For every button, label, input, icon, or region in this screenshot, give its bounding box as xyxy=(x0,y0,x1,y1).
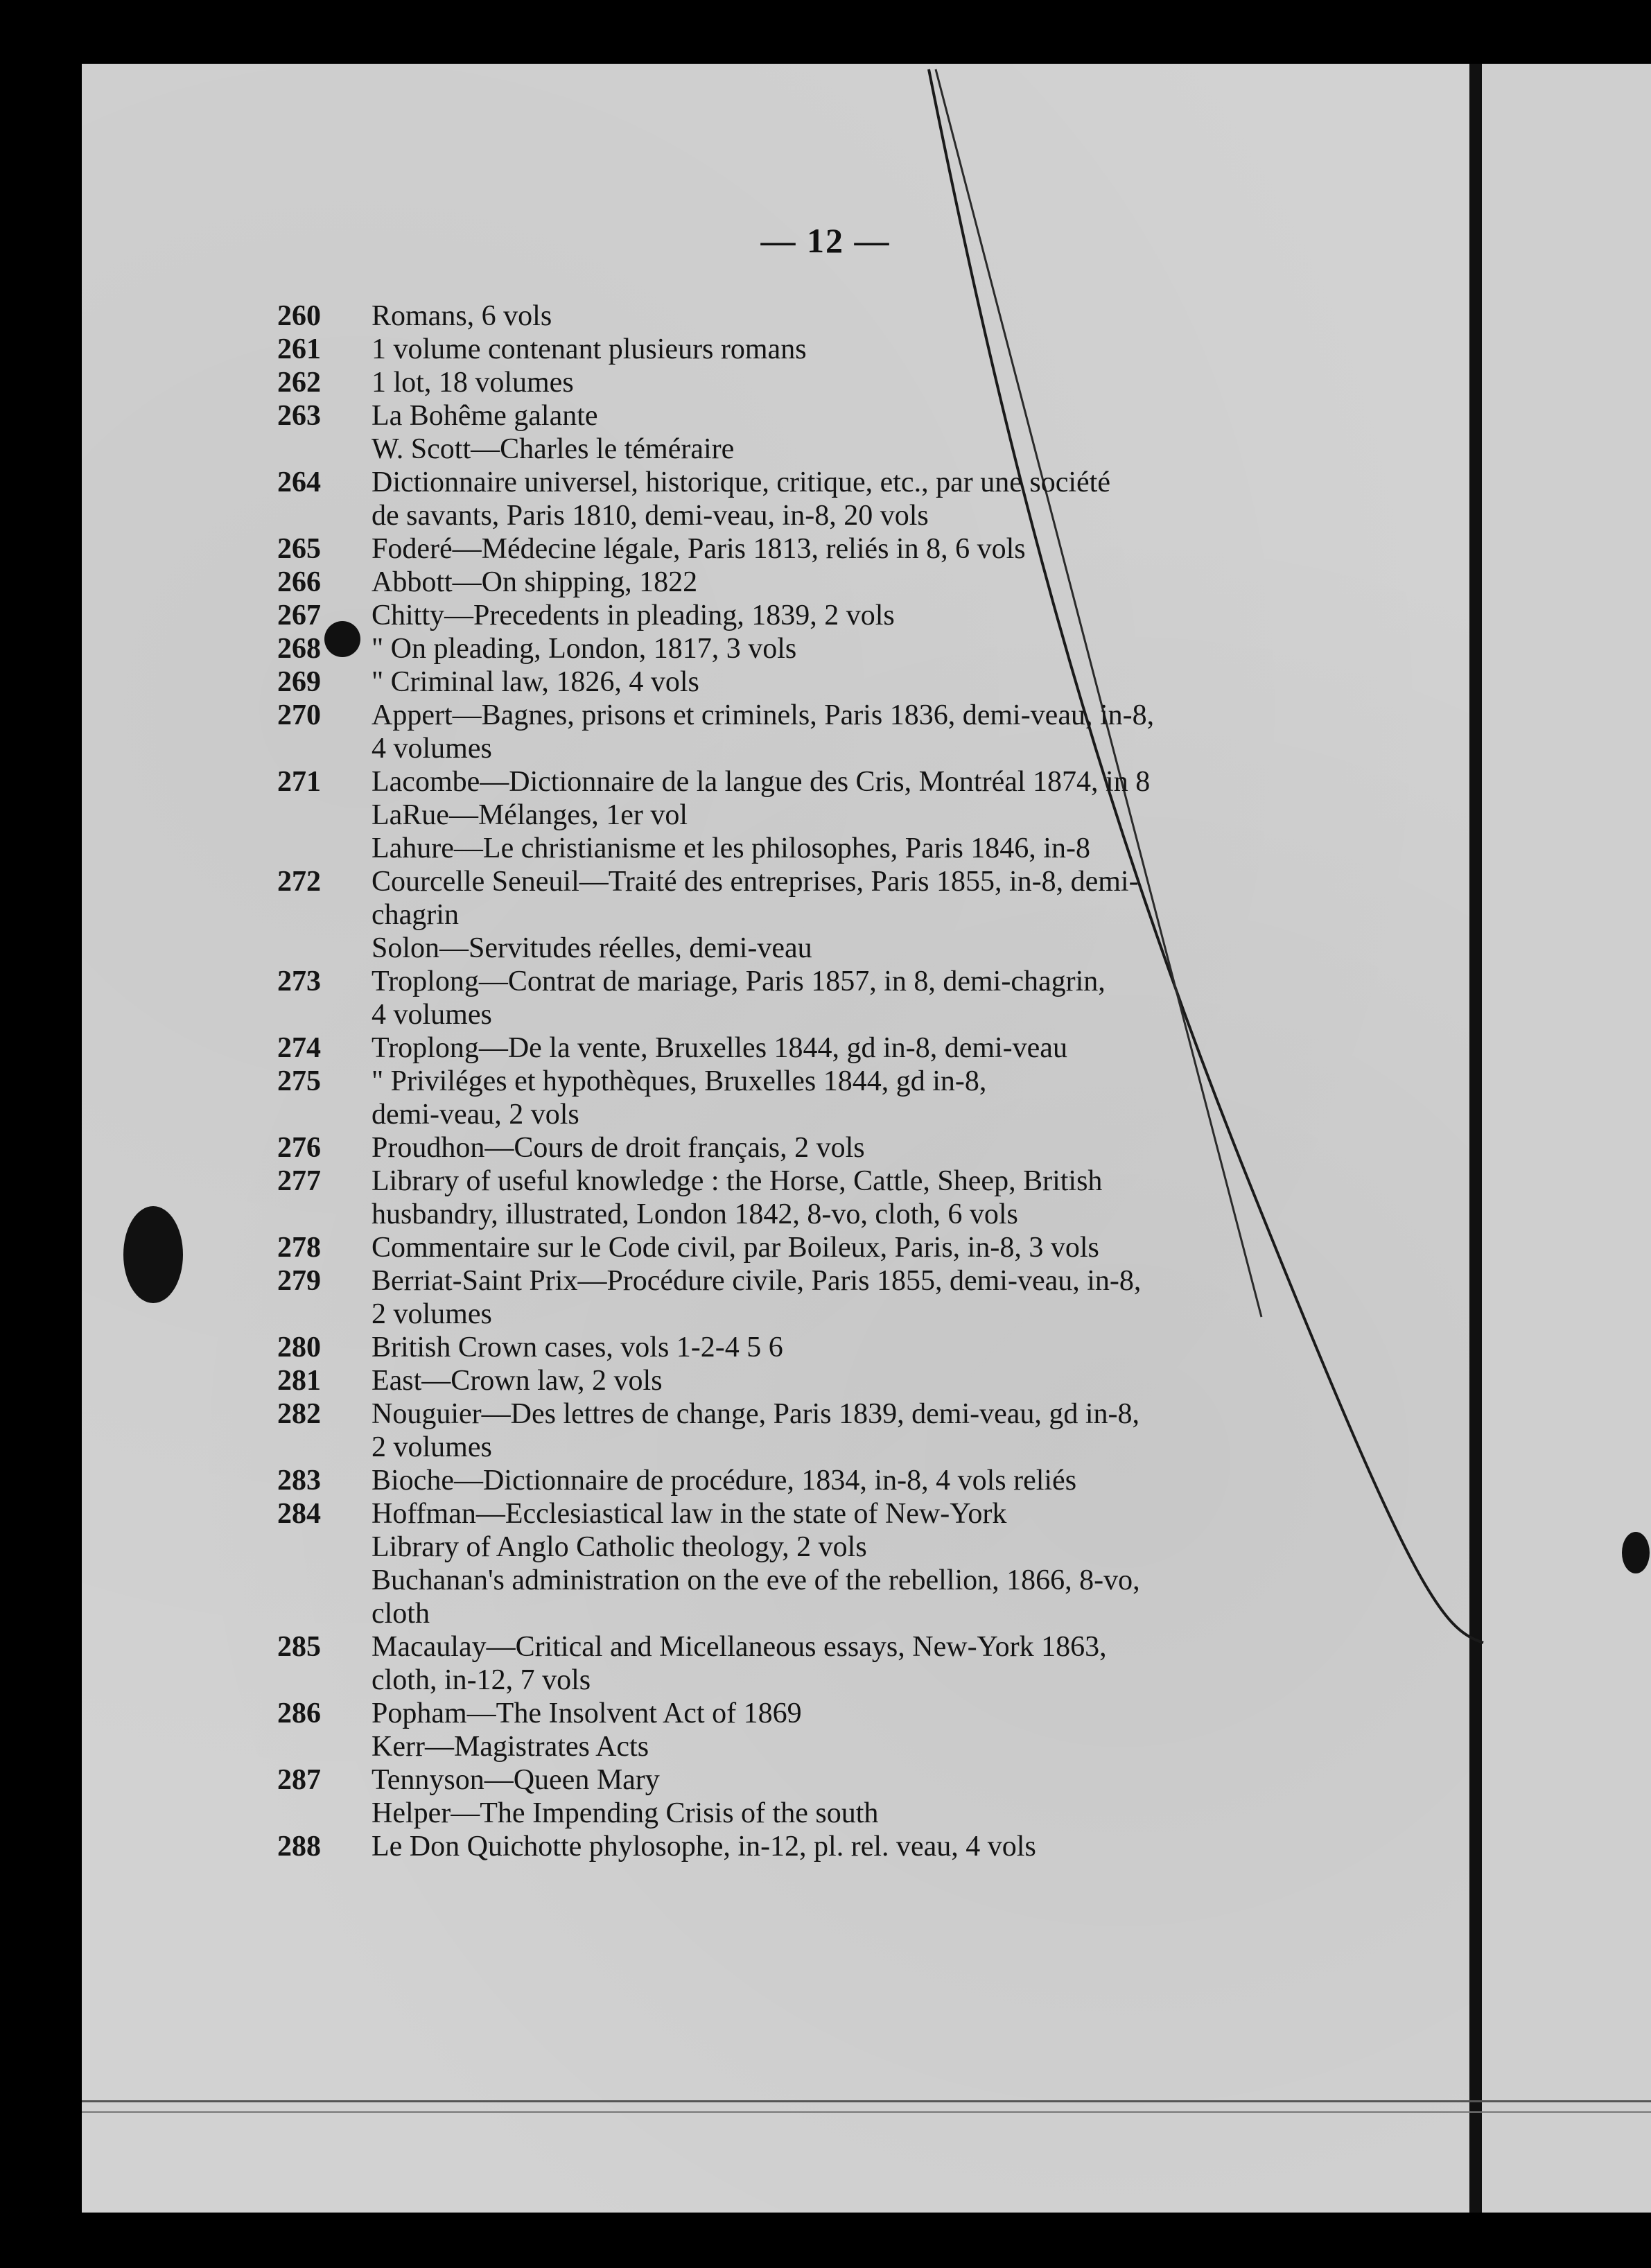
lot-entry xyxy=(277,1730,1303,1763)
lot-description: Bioche—Dictionnaire de procédure, 1834, in-8, 4 vols reliés xyxy=(372,1465,1077,1497)
lot-number: 282 xyxy=(277,1398,321,1430)
lot-number: 273 xyxy=(277,966,321,997)
lot-number: 281 xyxy=(277,1365,321,1397)
lot-entry xyxy=(277,832,1303,865)
lot-description: W. Scott—Charles le téméraire xyxy=(372,433,735,465)
lot-description: " Priviléges et hypothèques, Bruxelles 1844, gd in-8, demi-veau, 2 vols xyxy=(372,1065,987,1131)
lot-entry xyxy=(277,333,1303,366)
lot-description: Berriat-Saint Prix—Procédure civile, Paris 1855, demi-veau, in-8, 2 volumes xyxy=(372,1265,1142,1330)
lot-description: Lahure—Le christianisme et les philosophes, Paris 1846, in-8 xyxy=(372,832,1090,864)
lot-description: Courcelle Seneuil—Traité des entreprises, Paris 1855, in-8, demi- chagrin xyxy=(372,866,1139,931)
lot-description: Foderé—Médecine légale, Paris 1813, reliés in 8, 6 vols xyxy=(372,533,1026,565)
lot-entry xyxy=(277,799,1303,832)
lot-number: 276 xyxy=(277,1132,321,1164)
lot-number: 267 xyxy=(277,600,321,631)
lot-number: 268 xyxy=(277,633,321,665)
lot-entry xyxy=(277,1530,1303,1564)
lot-entry xyxy=(277,932,1303,965)
lot-entry xyxy=(277,433,1303,466)
lot-description: " Criminal law, 1826, 4 vols xyxy=(372,666,699,698)
lot-entry xyxy=(277,765,1303,799)
lot-number: 272 xyxy=(277,866,321,898)
lot-entry xyxy=(277,1065,1303,1131)
lot-number: 266 xyxy=(277,566,321,598)
lot-entry xyxy=(277,532,1303,566)
lot-description: East—Crown law, 2 vols xyxy=(372,1365,663,1397)
lot-entry xyxy=(277,1031,1303,1065)
lot-entry xyxy=(277,1364,1303,1397)
lot-entry xyxy=(277,1264,1303,1331)
lot-number: 269 xyxy=(277,666,321,698)
lot-description: Buchanan's administration on the eve of the rebellion, 1866, 8-vo, cloth xyxy=(372,1564,1140,1630)
lot-description: Hoffman—Ecclesiastical law in the state of New-York xyxy=(372,1498,1007,1530)
lot-entry xyxy=(277,466,1303,532)
lot-entry xyxy=(277,665,1303,699)
lot-description: Library of useful knowledge : the Horse, Cattle, Sheep, British husbandry, illustrated, London 1842, 8-vo, cloth, 6 vols xyxy=(372,1165,1103,1230)
lot-description: Library of Anglo Catholic theology, 2 vols xyxy=(372,1531,867,1563)
lot-number: 262 xyxy=(277,367,321,399)
lot-number: 278 xyxy=(277,1232,321,1264)
lot-entry xyxy=(277,1630,1303,1697)
lot-number: 275 xyxy=(277,1065,321,1097)
lot-description: Abbott—On shipping, 1822 xyxy=(372,566,698,598)
lot-number: 279 xyxy=(277,1265,321,1297)
lot-description: LaRue—Mélanges, 1er vol xyxy=(372,799,688,831)
lot-description: La Bohême galante xyxy=(372,400,598,432)
lot-number: 265 xyxy=(277,533,321,565)
lot-entry xyxy=(277,699,1303,765)
lot-description: 1 lot, 18 volumes xyxy=(372,367,574,399)
lot-description: Chitty—Precedents in pleading, 1839, 2 vols xyxy=(372,600,895,631)
lot-number: 270 xyxy=(277,699,321,731)
lot-entry xyxy=(277,1397,1303,1464)
lot-entry xyxy=(277,965,1303,1031)
lot-description: Appert—Bagnes, prisons et criminels, Paris 1836, demi-veau, in-8, 4 volumes xyxy=(372,699,1155,765)
lot-number: 288 xyxy=(277,1831,321,1863)
lot-description: Troplong—Contrat de mariage, Paris 1857, in 8, demi-chagrin, 4 volumes xyxy=(372,966,1106,1031)
lot-entry xyxy=(277,1464,1303,1497)
lot-description: Helper—The Impending Crisis of the south xyxy=(372,1797,879,1829)
lot-number: 277 xyxy=(277,1165,321,1197)
lot-entry xyxy=(277,399,1303,433)
lot-entry xyxy=(277,1331,1303,1364)
lot-number: 283 xyxy=(277,1465,321,1497)
lot-entry xyxy=(277,1497,1303,1530)
lot-description: Macaulay—Critical and Micellaneous essays, New-York 1863, cloth, in-12, 7 vols xyxy=(372,1631,1107,1696)
lot-entry xyxy=(277,1231,1303,1264)
lot-number: 271 xyxy=(277,766,321,798)
lot-description: Kerr—Magistrates Acts xyxy=(372,1731,649,1763)
lot-description: Le Don Quichotte phylosophe, in-12, pl. rel. veau, 4 vols xyxy=(372,1831,1036,1863)
lot-description: Lacombe—Dictionnaire de la langue des Cris, Montréal 1874, in 8 xyxy=(372,766,1151,798)
lot-entry xyxy=(277,1131,1303,1164)
lot-entry xyxy=(277,1164,1303,1231)
lot-number: 260 xyxy=(277,300,321,332)
lot-entry xyxy=(277,566,1303,599)
lot-entry xyxy=(277,366,1303,399)
lot-number: 274 xyxy=(277,1032,321,1064)
lot-description: Tennyson—Queen Mary xyxy=(372,1764,660,1796)
lot-entry xyxy=(277,1797,1303,1830)
lot-entry xyxy=(277,1564,1303,1630)
lot-entry xyxy=(277,599,1303,632)
lot-entry xyxy=(277,1697,1303,1730)
lot-description: " On pleading, London, 1817, 3 vols xyxy=(372,633,797,665)
lot-entry xyxy=(277,299,1303,333)
lot-description: Solon—Servitudes réelles, demi-veau xyxy=(372,932,812,964)
lot-description: Romans, 6 vols xyxy=(372,300,552,332)
lot-number: 280 xyxy=(277,1332,321,1363)
lot-description: Proudhon—Cours de droit français, 2 vols xyxy=(372,1132,865,1164)
lot-entry xyxy=(277,1763,1303,1797)
lot-number: 261 xyxy=(277,333,321,365)
page-number-header: — 12 — xyxy=(760,221,891,260)
lot-number: 263 xyxy=(277,400,321,432)
lot-list xyxy=(277,299,1303,1863)
lot-description: Nouguier—Des lettres de change, Paris 1839, demi-veau, gd in-8, 2 volumes xyxy=(372,1398,1140,1463)
lot-number: 286 xyxy=(277,1698,321,1729)
lot-description: Dictionnaire universel, historique, critique, etc., par une société de savants, Paris 1810, demi-veau, in-8, 20 vols xyxy=(372,466,1110,532)
lot-description: Popham—The Insolvent Act of 1869 xyxy=(372,1698,802,1729)
lot-number: 284 xyxy=(277,1498,321,1530)
lot-entry xyxy=(277,1830,1303,1863)
lot-number: 285 xyxy=(277,1631,321,1663)
lot-description: British Crown cases, vols 1-2-4 5 6 xyxy=(372,1332,783,1363)
lot-entry xyxy=(277,632,1303,665)
lot-description: 1 volume contenant plusieurs romans xyxy=(372,333,807,365)
lot-description: Troplong—De la vente, Bruxelles 1844, gd in-8, demi-veau xyxy=(372,1032,1067,1064)
lot-entry xyxy=(277,865,1303,932)
lot-number: 287 xyxy=(277,1764,321,1796)
lot-description: Commentaire sur le Code civil, par Boileux, Paris, in-8, 3 vols xyxy=(372,1232,1099,1264)
lot-number: 264 xyxy=(277,466,321,498)
